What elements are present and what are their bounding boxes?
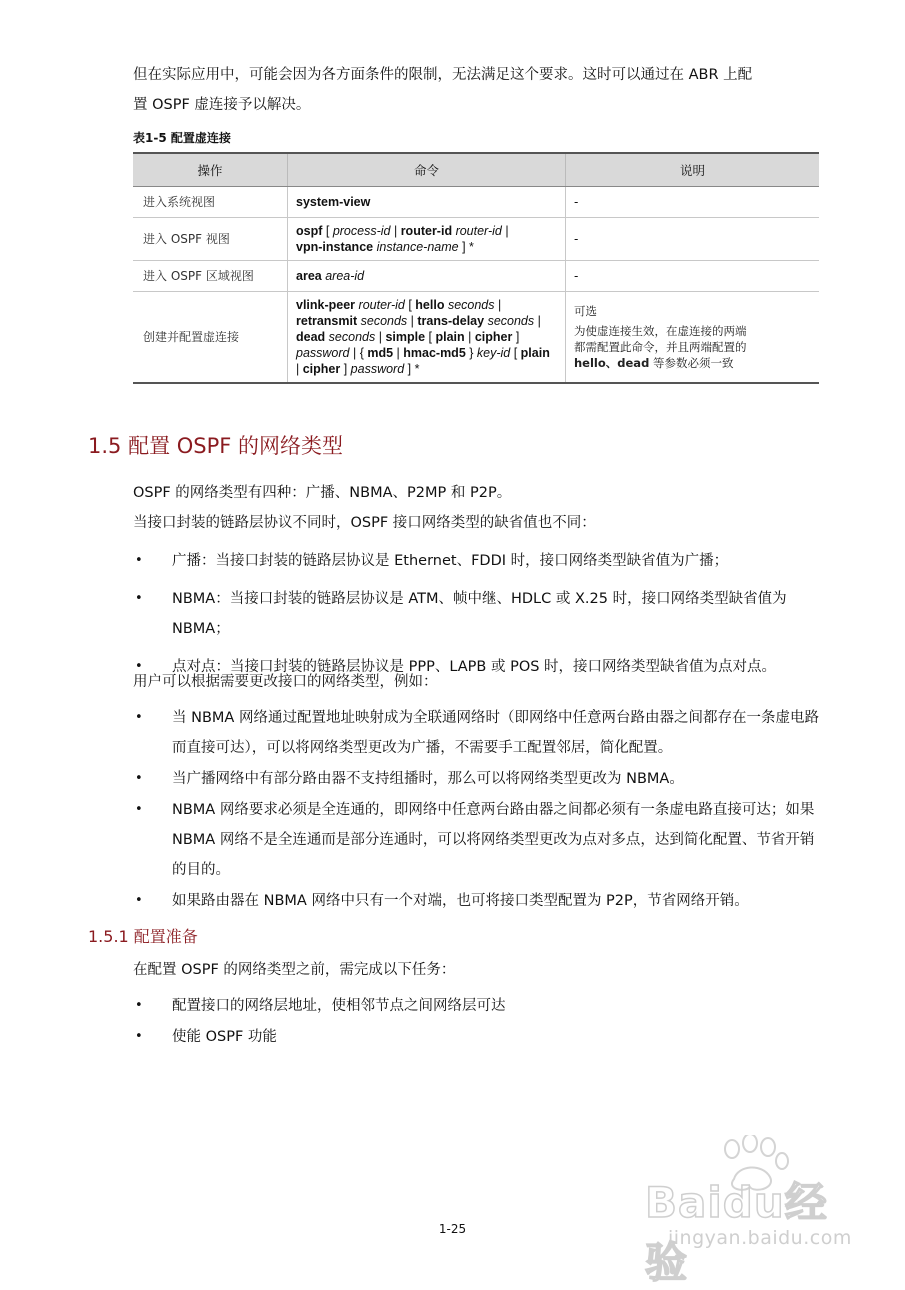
cmd-keyword: md5	[367, 345, 394, 360]
watermark-brand: Baidu经验	[645, 1178, 828, 1287]
cmd-syntax: ] *	[404, 361, 420, 376]
cmd-argument: router-id	[455, 224, 502, 238]
examples-list	[133, 703, 819, 916]
cmd-argument: seconds	[487, 313, 535, 328]
cmd-argument: area-id	[325, 269, 365, 283]
cmd-argument: process-id	[332, 224, 391, 238]
header-command: 命令	[288, 153, 566, 187]
row-operation: 进入 OSPF 视图	[133, 218, 288, 261]
table-row	[133, 187, 819, 218]
intro-line-1: 但在实际应用中，可能会因为各方面条件的限制，无法满足这个要求。这时可以通过在 ABR 上配	[133, 67, 753, 83]
cmd-syntax: |	[501, 224, 509, 238]
cmd-syntax: |	[494, 297, 502, 312]
section-paragraph-3: 用户可以根据需要更改接口的网络类型，例如：	[133, 674, 438, 690]
table-row	[133, 292, 819, 383]
cmd-syntax: ] *	[458, 240, 474, 254]
cmd-keyword: trans-delay	[417, 313, 485, 328]
header-operation: 操作	[133, 153, 288, 187]
desc-line-1: 为使虚连接生效，在虚连接的两端	[574, 323, 747, 338]
row-description: -	[566, 187, 820, 218]
cmd-keyword: cipher	[302, 361, 341, 376]
cmd-keyword: ospf	[296, 224, 323, 238]
cmd-syntax: [	[404, 297, 416, 312]
cmd-argument: router-id	[358, 297, 405, 312]
row-operation: 进入系统视图	[133, 187, 288, 218]
intro-paragraph	[133, 60, 823, 120]
list-item: • NBMA 网络要求必须是全连通的，即网络中任意两台路由器之间都必须有一条虚电路直接可达；如果 NBMA 网络不是全连通而是部分连通时，可以将网络类型更改为点对多点，达到简化配置、节省开销的目的。	[133, 795, 819, 885]
cmd-argument: seconds	[328, 329, 376, 344]
subsection-paragraph: 在配置 OSPF 的网络类型之前，需完成以下任务：	[133, 962, 456, 978]
desc-optional: 可选	[574, 303, 597, 318]
row-description: -	[566, 218, 820, 261]
cmd-syntax: |	[407, 313, 418, 328]
row-command	[288, 187, 566, 218]
row-command	[288, 218, 566, 261]
cmd-keyword: hmac-md5	[403, 345, 466, 360]
list-item: • 当广播网络中有部分路由器不支持组播时，那么可以将网络类型更改为 NBMA。	[133, 764, 819, 794]
cmd-syntax: ]	[340, 361, 351, 376]
row-operation: 创建并配置虚连接	[133, 292, 288, 383]
cmd-syntax: |	[296, 361, 303, 376]
cmd-keyword: plain	[520, 345, 550, 360]
cmd-argument: key-id	[476, 345, 511, 360]
list-item: • 如果路由器在 NBMA 网络中只有一个对端，也可将接口类型配置为 P2P，节省网络开销。	[133, 886, 819, 916]
desc-bold-params: hello、dead	[574, 355, 650, 370]
cmd-keyword: vlink-peer	[296, 297, 356, 312]
cmd-syntax: |	[464, 329, 475, 344]
row-description: -	[566, 261, 820, 292]
desc-line-2: 都需配置此命令，并且两端配置的	[574, 339, 747, 354]
cmd-syntax: [	[322, 224, 333, 238]
cmd-keyword: dead	[296, 329, 326, 344]
cmd-keyword: router-id	[400, 224, 453, 238]
cmd-syntax: [	[425, 329, 436, 344]
intro-line-2: 置 OSPF 虚连接予以解决。	[133, 97, 311, 113]
cmd-argument: instance-name	[376, 240, 459, 254]
row-command	[288, 261, 566, 292]
table-row	[133, 261, 819, 292]
cmd-argument: password	[350, 361, 405, 376]
desc-line-3	[574, 355, 811, 371]
watermark	[640, 1135, 870, 1287]
list-item: • 使能 OSPF 功能	[133, 1022, 819, 1052]
list-item: • 点对点：当接口封装的链路层协议是 PPP、LAPB 或 POS 时，接口网络类型缺省值为点对点。	[133, 652, 819, 682]
cmd-syntax: |	[534, 313, 541, 328]
cmd-keyword: system-view	[296, 195, 371, 209]
cmd-keyword: plain	[435, 329, 465, 344]
tasks-list	[133, 991, 819, 1052]
header-description: 说明	[566, 153, 820, 187]
cmd-argument: seconds	[447, 297, 495, 312]
list-item: • 当 NBMA 网络通过配置地址映射成为全联通网络时（即网络中任意两台路由器之间都存在一条虚电路而直接可达），可以将网络类型更改为广播，不需要手工配置邻居，简化配置。	[133, 703, 819, 763]
section-paragraph-2: 当接口封装的链路层协议不同时，OSPF 接口网络类型的缺省值也不同：	[133, 515, 596, 531]
cmd-keyword: area	[296, 269, 322, 283]
config-table	[133, 152, 819, 384]
subsection-title: 1.5.1 配置准备	[88, 927, 198, 946]
cmd-syntax: }	[465, 345, 477, 360]
table-caption: 表1-5 配置虚连接	[133, 131, 231, 145]
cmd-syntax: |	[375, 329, 386, 344]
row-description	[566, 292, 820, 383]
cmd-syntax: |	[390, 224, 401, 238]
page-number: 1-25	[438, 1222, 467, 1236]
table-row	[133, 218, 819, 261]
defaults-list	[133, 546, 819, 682]
cmd-syntax: | {	[349, 345, 368, 360]
cmd-syntax: [	[510, 345, 521, 360]
list-item: • NBMA：当接口封装的链路层协议是 ATM、帧中继、HDLC 或 X.25 时，接口网络类型缺省值为 NBMA；	[133, 584, 819, 644]
cmd-syntax: |	[393, 345, 404, 360]
cmd-keyword: simple	[385, 329, 426, 344]
cmd-syntax: ]	[512, 329, 520, 344]
cmd-keyword: cipher	[474, 329, 513, 344]
desc-tail: 等参数必须一致	[652, 355, 734, 370]
list-item: • 广播：当接口封装的链路层协议是 Ethernet、FDDI 时，接口网络类型缺省值为广播；	[133, 546, 819, 576]
row-operation: 进入 OSPF 区域视图	[133, 261, 288, 292]
cmd-keyword: vpn-instance	[296, 240, 374, 254]
cmd-argument: password	[296, 345, 350, 360]
list-item: • 配置接口的网络层地址，使相邻节点之间网络层可达	[133, 991, 819, 1021]
cmd-argument: seconds	[360, 313, 408, 328]
table-header-row	[133, 153, 819, 187]
section-paragraph-1: OSPF 的网络类型有四种：广播、NBMA、P2MP 和 P2P。	[133, 485, 512, 501]
watermark-url: jingyan.baidu.com	[668, 1227, 852, 1249]
row-command	[288, 292, 566, 383]
cmd-keyword: retransmit	[296, 313, 358, 328]
section-title: 1.5 配置 OSPF 的网络类型	[88, 434, 344, 458]
cmd-keyword: hello	[415, 297, 445, 312]
